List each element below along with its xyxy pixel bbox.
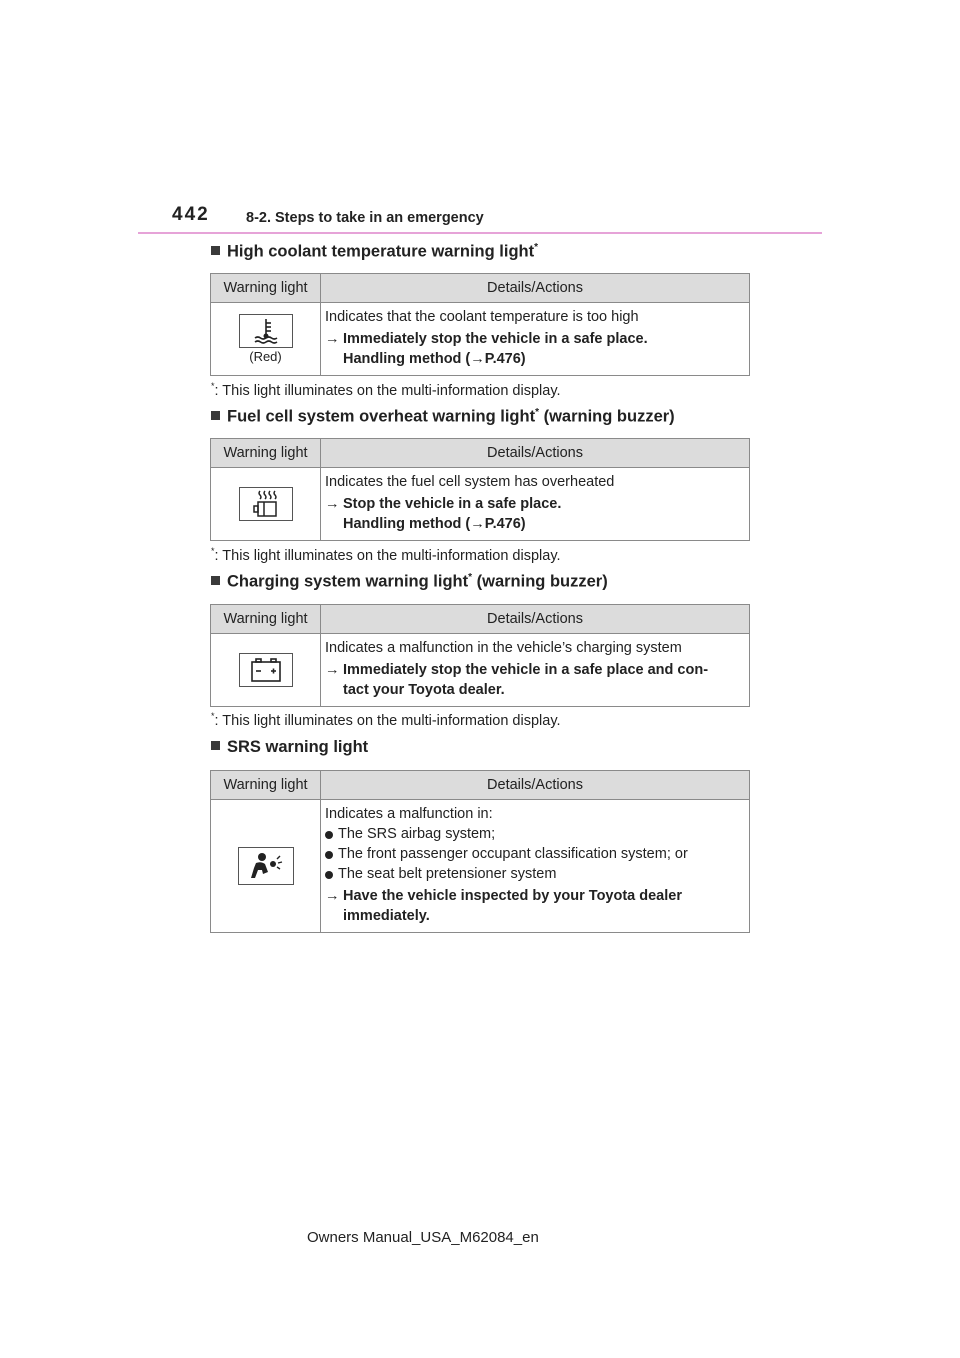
section-heading-charging: Charging system warning light* (warning buzzer) [211,572,608,592]
warning-table-fuel-cell [210,438,750,541]
action-text: → Have the vehicle inspected by your Toyota dealer immediately. [325,888,682,924]
list-item: The seat belt pretensioner system [325,864,747,884]
column-header-warning-light: Warning light [211,439,321,468]
square-bullet-icon [211,246,220,255]
arrow-icon: → [470,516,485,532]
bullet-dot-icon [325,871,333,879]
details-cell [321,634,750,707]
arrow-icon: → [325,662,340,678]
list-item: The front passenger occupant classification system; or [325,844,747,864]
table-row [211,800,750,933]
column-header-warning-light: Warning light [211,605,321,634]
square-bullet-icon [211,411,220,420]
warning-table-coolant [210,273,750,376]
description: Indicates the fuel cell system has overheated [325,474,615,490]
action-text: → Immediately stop the vehicle in a safe place. Handling method (→P.476) [325,331,648,367]
srs-airbag-icon [238,847,294,885]
footnote: *: This light illuminates on the multi-information display. [211,711,561,729]
icon-caption: (Red) [249,349,282,364]
coolant-temperature-icon [239,314,293,348]
table-row [211,303,750,376]
square-bullet-icon [211,741,220,750]
column-header-warning-light: Warning light [211,274,321,303]
table-header-row [211,605,750,634]
page-reference-link[interactable]: P.476 [484,516,521,532]
header-divider [138,232,822,234]
description: Indicates a malfunction in the vehicle’s charging system [325,640,682,656]
details-cell [321,303,750,376]
footer-manual-id: Owners Manual_USA_M62084_en [307,1229,539,1246]
section-heading-srs [211,738,368,757]
action-text: → Stop the vehicle in a safe place. Handling method (→P.476) [325,496,562,532]
arrow-icon: → [325,331,340,347]
warning-light-cell [211,303,321,376]
column-header-warning-light: Warning light [211,771,321,800]
table-header-row [211,274,750,303]
warning-table-charging [210,604,750,707]
bullet-dot-icon [325,831,333,839]
bullet-dot-icon [325,851,333,859]
battery-icon [239,653,293,687]
section-title: 8-2. Steps to take in an emergency [246,210,484,226]
table-row [211,468,750,541]
square-bullet-icon [211,576,220,585]
fuel-cell-overheat-icon [239,487,293,521]
warning-light-cell [211,634,321,707]
section-heading-coolant [211,242,538,262]
action-text: → Immediately stop the vehicle in a safe place and con- tact your Toyota dealer. [325,662,709,698]
footnote-marker: * [534,242,539,253]
table-header-row [211,771,750,800]
description: Indicates a malfunction in: [325,806,493,822]
details-cell [321,800,750,933]
arrow-icon: → [325,888,340,904]
arrow-icon: → [470,351,485,367]
table-header-row [211,439,750,468]
footnote-marker: * [535,407,539,418]
footnote: *: This light illuminates on the multi-information display. [211,381,561,399]
arrow-icon: → [325,496,340,512]
column-header-details: Details/Actions [321,274,750,303]
footnote: *: This light illuminates on the multi-information display. [211,546,561,564]
heading-text: Fuel cell system overheat warning light [227,407,536,426]
warning-light-cell [211,800,321,933]
warning-table-srs [210,770,750,933]
column-header-details: Details/Actions [321,439,750,468]
section-heading-fuel-cell: Fuel cell system overheat warning light* (warning buzzer) [211,407,675,427]
heading-text: Charging system warning light [227,572,469,591]
page-number: 442 [172,204,210,225]
page-reference-link[interactable]: P.476 [484,351,521,367]
table-row [211,634,750,707]
heading-text: SRS warning light [227,738,369,756]
footnote-marker: * [468,572,473,583]
details-cell [321,468,750,541]
column-header-details: Details/Actions [321,771,750,800]
column-header-details: Details/Actions [321,605,750,634]
warning-light-cell [211,468,321,541]
heading-text: High coolant temperature warning light [227,242,535,261]
description: Indicates that the coolant temperature is too high [325,309,639,325]
list-item: The SRS airbag system; [325,824,747,844]
